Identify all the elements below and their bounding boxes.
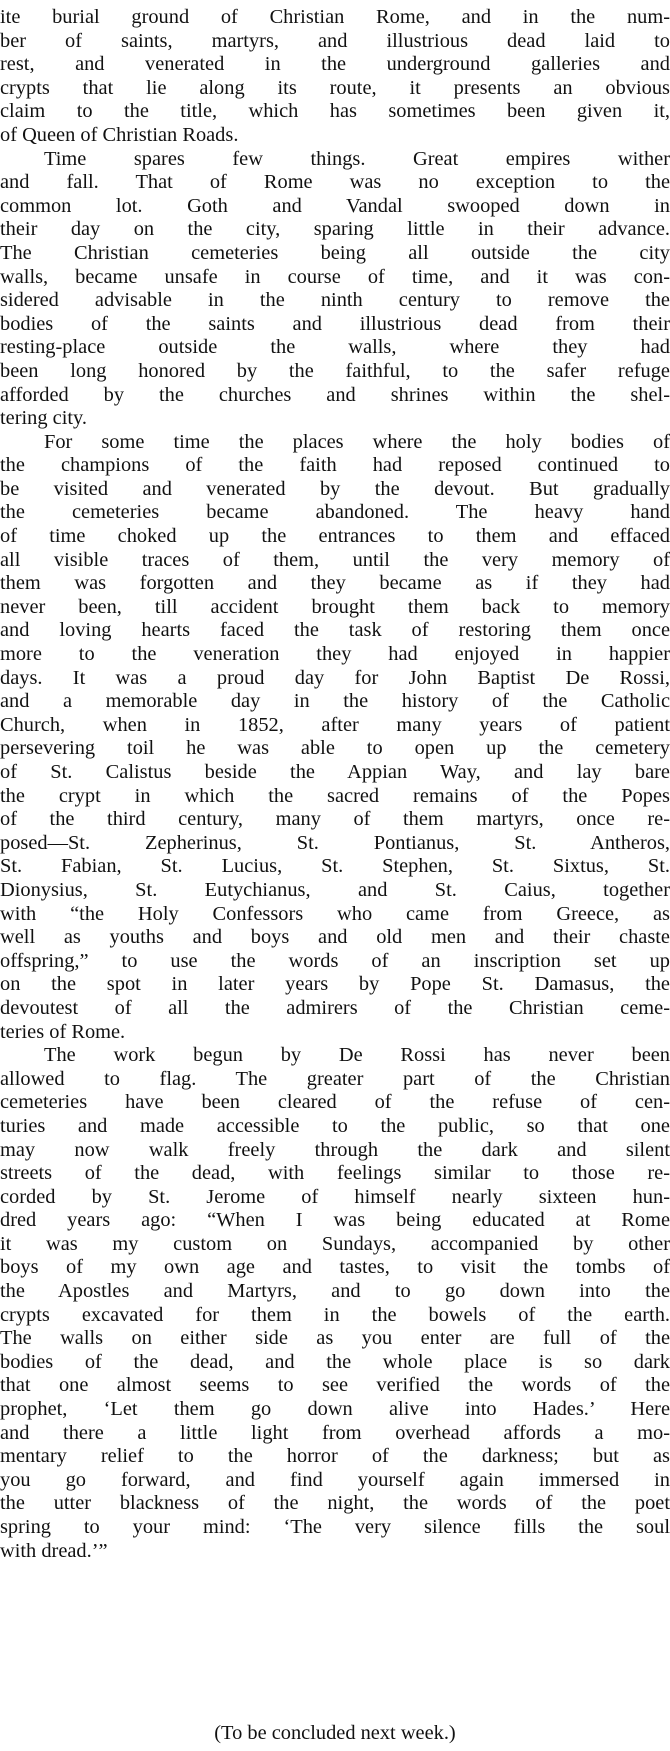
text-line: corded by St. Jerome of himself nearly sixteen hun- [0, 1185, 670, 1208]
text-line: more to the veneration they had enjoyed in happier [0, 643, 670, 666]
text-line: dred years ago: “When I was being educated at Rome [0, 1209, 670, 1232]
text-line: and a memorable day in the history of the Catholic [0, 690, 670, 713]
text-line: posed—St. Zepherinus, St. Pontianus, St. Antheros, [0, 831, 670, 854]
text-line: turies and made accessible to the public, so that one [0, 1114, 670, 1137]
text-line: that one almost seems to see verified the words of the [0, 1374, 670, 1397]
text-line: with “the Holy Confessors who came from Greece, as [0, 902, 670, 925]
text-line: boys of my own age and tastes, to visit the tombs of [0, 1256, 670, 1279]
text-line: The Christian cemeteries being all outside the city [0, 241, 670, 264]
text-line: with dread.’” [0, 1539, 108, 1562]
article-body [0, 6, 670, 1563]
text-line: it was my custom on Sundays, accompanied by other [0, 1232, 670, 1255]
paragraph [0, 148, 670, 431]
text-line: afforded by the churches and shrines within the shel- [0, 383, 670, 406]
text-line: prophet, ‘Let them go down alive into Hades.’ Here [0, 1398, 670, 1421]
paragraph [0, 6, 670, 148]
continuation-note: (To be concluded next week.) [214, 1722, 456, 1744]
text-line: bodies of the dead, and the whole place is so dark [0, 1350, 670, 1373]
text-line: the cemeteries became abandoned. The heavy hand [0, 501, 670, 524]
text-line: of Queen of Christian Roads. [0, 123, 239, 146]
text-line: them was forgotten and they became as if they had [0, 572, 670, 595]
text-line: of St. Calistus beside the Appian Way, and lay bare [0, 761, 670, 783]
text-line: Dionysius, St. Eutychianus, and St. Caius, together [0, 878, 670, 901]
text-line: the Apostles and Martyrs, and to go down into the [0, 1280, 670, 1303]
text-line: cemeteries have been cleared of the refuse of cen- [0, 1091, 670, 1114]
text-line: may now walk freely through the dark and silent [0, 1138, 670, 1161]
text-line: teries of Rome. [0, 1020, 126, 1043]
text-line: mentary relief to the horror of the darkness; but as [0, 1445, 670, 1468]
text-line: never been, till accident brought them back to memory [0, 595, 670, 618]
text-line: rest, and venerated in the underground galleries and [0, 53, 670, 76]
text-line: ite burial ground of Christian Rome, and in the num- [0, 6, 670, 28]
text-line: and loving hearts faced the task of restoring them once [0, 619, 670, 642]
text-line: allowed to flag. The greater part of the Christian [0, 1067, 670, 1090]
text-line: persevering toil he was able to open up the cemetery [0, 737, 670, 760]
text-line: St. Fabian, St. Lucius, St. Stephen, St. Sixtus, St. [0, 855, 670, 878]
text-line: of the third century, many of them martyrs, once re- [0, 808, 670, 831]
text-line: crypts excavated for them in the bowels of the earth. [0, 1303, 670, 1326]
text-line: their day on the city, sparing little in their advance. [0, 218, 670, 241]
text-line: be visited and venerated by the devout. But gradually [0, 477, 670, 500]
text-line: the champions of the faith had reposed continued to [0, 454, 670, 477]
text-line: claim to the title, which has sometimes been given it, [0, 100, 670, 123]
text-line: all visible traces of them, until the very memory of [0, 548, 670, 571]
text-line: For some time the places where the holy bodies of [44, 430, 670, 453]
text-line: crypts that lie along its route, it presents an obvious [0, 76, 670, 99]
text-line: Time spares few things. Great empires wither [44, 147, 670, 170]
text-line: tering city. [0, 407, 88, 430]
text-line: been long honored by the faithful, to the safer refuge [0, 359, 670, 382]
text-line: spring to your mind: ‘The very silence fills the soul [0, 1516, 670, 1538]
text-line: the crypt in which the sacred remains of the Popes [0, 784, 670, 807]
text-line: offspring,” to use the words of an inscription set up [0, 949, 670, 972]
text-line: sidered advisable in the ninth century to remove the [0, 289, 670, 312]
text-line: on the spot in later years by Pope St. Damasus, the [0, 973, 670, 996]
text-line: of time choked up the entrances to them and effaced [0, 525, 670, 548]
text-line: The work begun by De Rossi has never been [44, 1044, 670, 1067]
text-line: bodies of the saints and illustrious dead from their [0, 312, 670, 335]
paragraph [0, 431, 670, 1044]
text-line: days. It was a proud day for John Baptist De Rossi, [0, 666, 670, 689]
text-line: The walls on either side as you enter are full of the [0, 1327, 670, 1350]
text-line: common lot. Goth and Vandal swooped down in [0, 194, 670, 217]
paragraph [0, 1044, 670, 1563]
text-line: you go forward, and find yourself again immersed in [0, 1468, 670, 1491]
text-line: ber of saints, martyrs, and illustrious dead laid to [0, 29, 670, 52]
text-line: and fall. That of Rome was no exception to the [0, 171, 670, 194]
text-line: the utter blackness of the night, the words of the poet [0, 1492, 670, 1515]
text-line: resting-place outside the walls, where they had [0, 336, 670, 359]
text-line: streets of the dead, with feelings similar to those re- [0, 1162, 670, 1185]
text-line: and there a little light from overhead affords a mo- [0, 1421, 670, 1444]
text-line: Church, when in 1852, after many years of patient [0, 713, 670, 736]
text-line: walls, became unsafe in course of time, and it was con- [0, 265, 670, 288]
text-line: well as youths and boys and old men and their chaste [0, 926, 670, 949]
text-line: devoutest of all the admirers of the Christian ceme- [0, 996, 670, 1019]
